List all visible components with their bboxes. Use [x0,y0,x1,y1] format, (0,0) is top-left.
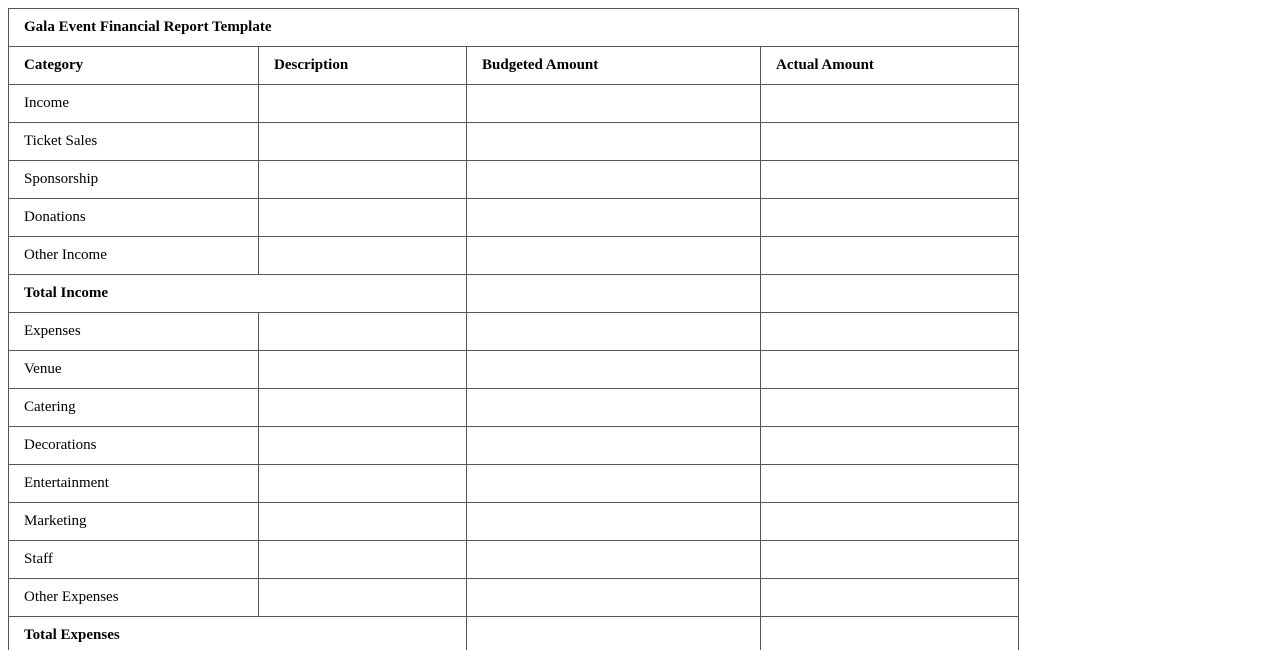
table-row [9,85,1019,123]
actual-cell[interactable] [761,427,1019,465]
category-cell: Other Expenses [9,579,259,617]
category-cell: Donations [9,199,259,237]
actual-cell[interactable] [761,275,1019,313]
category-cell: Staff [9,541,259,579]
actual-cell[interactable] [761,161,1019,199]
category-cell: Decorations [9,427,259,465]
actual-cell[interactable] [761,199,1019,237]
table-row [9,427,1019,465]
category-cell: Entertainment [9,465,259,503]
budgeted-cell[interactable] [467,389,761,427]
table-row [9,161,1019,199]
column-header-description: Description [259,47,467,85]
actual-cell[interactable] [761,617,1019,650]
total-income-label: Total Income [9,275,467,313]
actual-cell[interactable] [761,351,1019,389]
title-row [9,9,1019,47]
budgeted-cell[interactable] [467,161,761,199]
description-cell[interactable] [259,389,467,427]
header-row [9,47,1019,85]
actual-cell[interactable] [761,389,1019,427]
budgeted-cell[interactable] [467,275,761,313]
category-cell: Other Income [9,237,259,275]
description-cell[interactable] [259,465,467,503]
budgeted-cell[interactable] [467,123,761,161]
total-row [9,617,1019,650]
description-cell[interactable] [259,199,467,237]
budgeted-cell[interactable] [467,503,761,541]
category-cell: Marketing [9,503,259,541]
description-cell[interactable] [259,237,467,275]
total-row [9,275,1019,313]
budgeted-cell[interactable] [467,237,761,275]
category-cell: Sponsorship [9,161,259,199]
budgeted-cell[interactable] [467,351,761,389]
description-cell[interactable] [259,579,467,617]
table-row [9,199,1019,237]
table-row [9,503,1019,541]
table-row [9,541,1019,579]
category-cell: Ticket Sales [9,123,259,161]
actual-cell[interactable] [761,123,1019,161]
budgeted-cell[interactable] [467,427,761,465]
actual-cell[interactable] [761,541,1019,579]
financial-report-table [8,8,1019,650]
actual-cell[interactable] [761,503,1019,541]
description-cell[interactable] [259,427,467,465]
actual-cell[interactable] [761,313,1019,351]
category-cell: Venue [9,351,259,389]
description-cell[interactable] [259,541,467,579]
table-row [9,123,1019,161]
description-cell[interactable] [259,503,467,541]
description-cell[interactable] [259,123,467,161]
budgeted-cell[interactable] [467,313,761,351]
category-cell: Catering [9,389,259,427]
report-title: Gala Event Financial Report Template [9,9,1019,47]
section-label-expenses: Expenses [9,313,259,351]
section-label-income: Income [9,85,259,123]
description-cell[interactable] [259,313,467,351]
actual-cell[interactable] [761,237,1019,275]
table-row [9,313,1019,351]
actual-cell[interactable] [761,85,1019,123]
description-cell[interactable] [259,351,467,389]
column-header-category: Category [9,47,259,85]
table-row [9,465,1019,503]
budgeted-cell[interactable] [467,617,761,650]
actual-cell[interactable] [761,465,1019,503]
column-header-budgeted: Budgeted Amount [467,47,761,85]
actual-cell[interactable] [761,579,1019,617]
total-expenses-label: Total Expenses [9,617,467,650]
budgeted-cell[interactable] [467,579,761,617]
budgeted-cell[interactable] [467,465,761,503]
budgeted-cell[interactable] [467,541,761,579]
table-row [9,579,1019,617]
budgeted-cell[interactable] [467,199,761,237]
table-row [9,237,1019,275]
budgeted-cell[interactable] [467,85,761,123]
description-cell[interactable] [259,161,467,199]
table-row [9,389,1019,427]
column-header-actual: Actual Amount [761,47,1019,85]
table-row [9,351,1019,389]
description-cell[interactable] [259,85,467,123]
